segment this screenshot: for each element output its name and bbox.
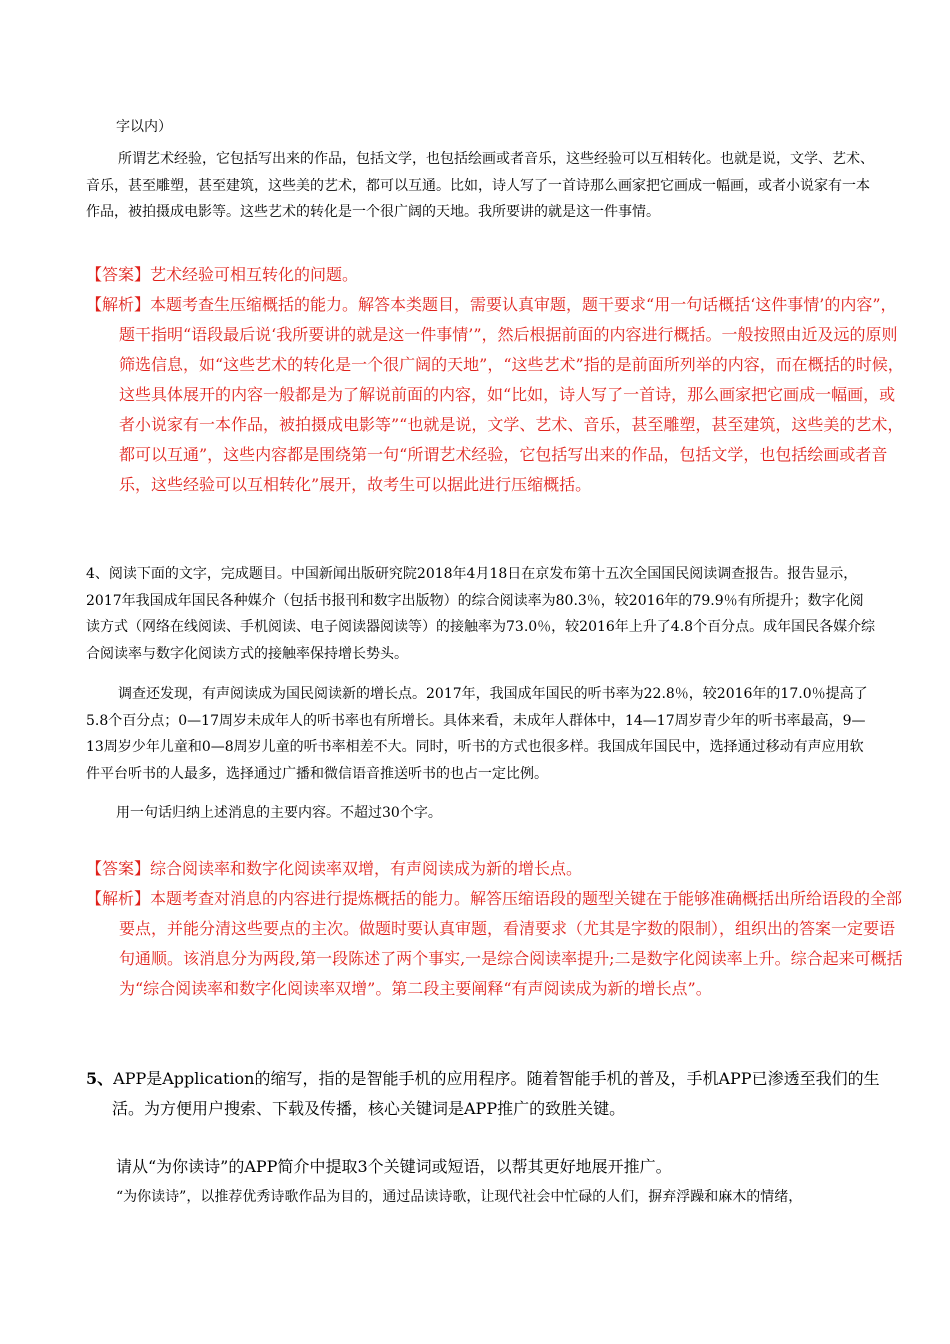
answer-text: 艺术经验可相互转化的问题。 (150, 265, 359, 284)
passage-art-experience: 所谓艺术经验，它包括写出来的作品，包括文学，也包括绘画或者音乐，这些经验可以互相转化。也就是说，文学、艺术、音乐，甚至雕塑，甚至建筑，这些美的艺术，都可以互通。比如，诗人写了一首诗那么画家把它画成一幅画，或者小说家有一本作品，被拍摄成电影等。这些艺术的转化是一个很广阔的天地。我所要讲的就是这一件事情。 (86, 151, 874, 220)
analysis-text: 本题考查生压缩概括的能力。解答本类题目，需要认真审题，题干要求“用一句话概括‘这件事情’的内容”，题干指明“语段最后说‘我所要讲的就是这一件事情’”，然后根据前面的内容进行概括。一般按照由近及远的原则筛选信息，如“这些艺术的转化是一个很广阔的天地”，“这些艺术”指的是前面所列举的内容，而在概括的时候，这些具体展开的内容一般都是为了解说前面的内容，如“比如，诗人写了一首诗，那么画家把它画成一幅画，或者小说家有一本作品，被拍摄成电影等”“也就是说，文学、艺术、音乐，甚至雕塑，甚至建筑，这些美的艺术，都可以互通”，这些内容都是围绕第一句“所谓艺术经验，它包括写出来的作品，包括文学，也包括绘画或者音乐，这些经验可以互相转化”展开，故考生可以据此进行压缩概括。 (119, 295, 904, 494)
q4-passage-paragraph-1 (86, 561, 876, 667)
q4-question: 用一句话归纳上述消息的主要内容。不超过30个字。 (116, 805, 442, 821)
question-stem: APP是Application的缩写，指的是智能手机的应用程序。随着智能手机的普及，手机APP已渗透至我们的生活。为方便用户搜索、下载及传播，核心关键词是APP推广的致胜关键。 (112, 1069, 880, 1118)
answer-text: 综合阅读率和数字化阅读率双增，有声阅读成为新的增长点。 (150, 859, 583, 878)
q5-question: 请从“为你读诗”的APP简介中提取3个关键词或短语，以帮其更好地展开推广。 (116, 1157, 672, 1176)
question-number: 5、 (86, 1069, 114, 1088)
q3-analysis (86, 290, 909, 500)
q5-stem (86, 1064, 902, 1124)
q5-app-intro: “为你读诗”，以推荐优秀诗歌作品为目的，通过品读诗歌，让现代社会中忙碌的人们，摒弃浮躁和麻木的情绪， (116, 1189, 803, 1205)
question-stem: 阅读下面的文字，完成题目。 (108, 566, 291, 582)
analysis-text: 本题考查对消息的内容进行提炼概括的能力。解答压缩语段的题型关键在于能够准确概括出所给语段的全部要点，并能分清这些要点的主次。做题时要认真审题，看清要求（尤其是字数的限制），组织出的答案一定要语句通顺。该消息分为两段,第一段陈述了两个事实,一是综合阅读率提升;二是数字化阅读率上升。综合起来可概括为“综合阅读率和数字化阅读率双增”。第二段主要阐释“有声阅读成为新的增长点”。 (119, 889, 903, 998)
analysis-label: 【解析】 (86, 295, 151, 314)
passage-text: 中国新闻出版研究院2018年4月18日在京发布第十五次全国国民阅读调查报告。报告显示，2017年我国成年国民各种媒介（包括书报刊和数字出版物）的综合阅读率为80.3％，较2016年的79.9％有所提升；数字化阅读方式（网络在线阅读、手机阅读、电子阅读器阅读等）的接触率为73.0％，较2016年上升了4.8个百分点。成年国民各媒介综合阅读率与数字化阅读方式的接触率保持增长势头。 (86, 566, 876, 662)
answer-label: 【答案】 (86, 265, 151, 284)
continuation-text: 字以内） (116, 119, 172, 135)
question-number: 4、 (86, 566, 109, 582)
analysis-label: 【解析】 (86, 889, 151, 908)
q4-analysis (86, 884, 909, 1004)
q4-passage-paragraph-2: 调查还发现，有声阅读成为国民阅读新的增长点。2017年，我国成年国民的听书率为22.8％，较2016年的17.0％提高了5.8个百分点；0—17周岁未成年人的听书率也有所增长。具体来看，未成年人群体中，14—17周岁青少年的听书率最高，9—13周岁少年儿童和0—8周岁儿童的听书率相差不大。同时，听书的方式也很多样。我国成年国民中，选择通过移动有声应用软件平台听书的人最多，选择通过广播和微信语音推送听书的也占一定比例。 (86, 686, 868, 782)
answer-label: 【答案】 (86, 859, 151, 878)
q4-answer (86, 854, 909, 884)
q3-answer (86, 260, 909, 290)
